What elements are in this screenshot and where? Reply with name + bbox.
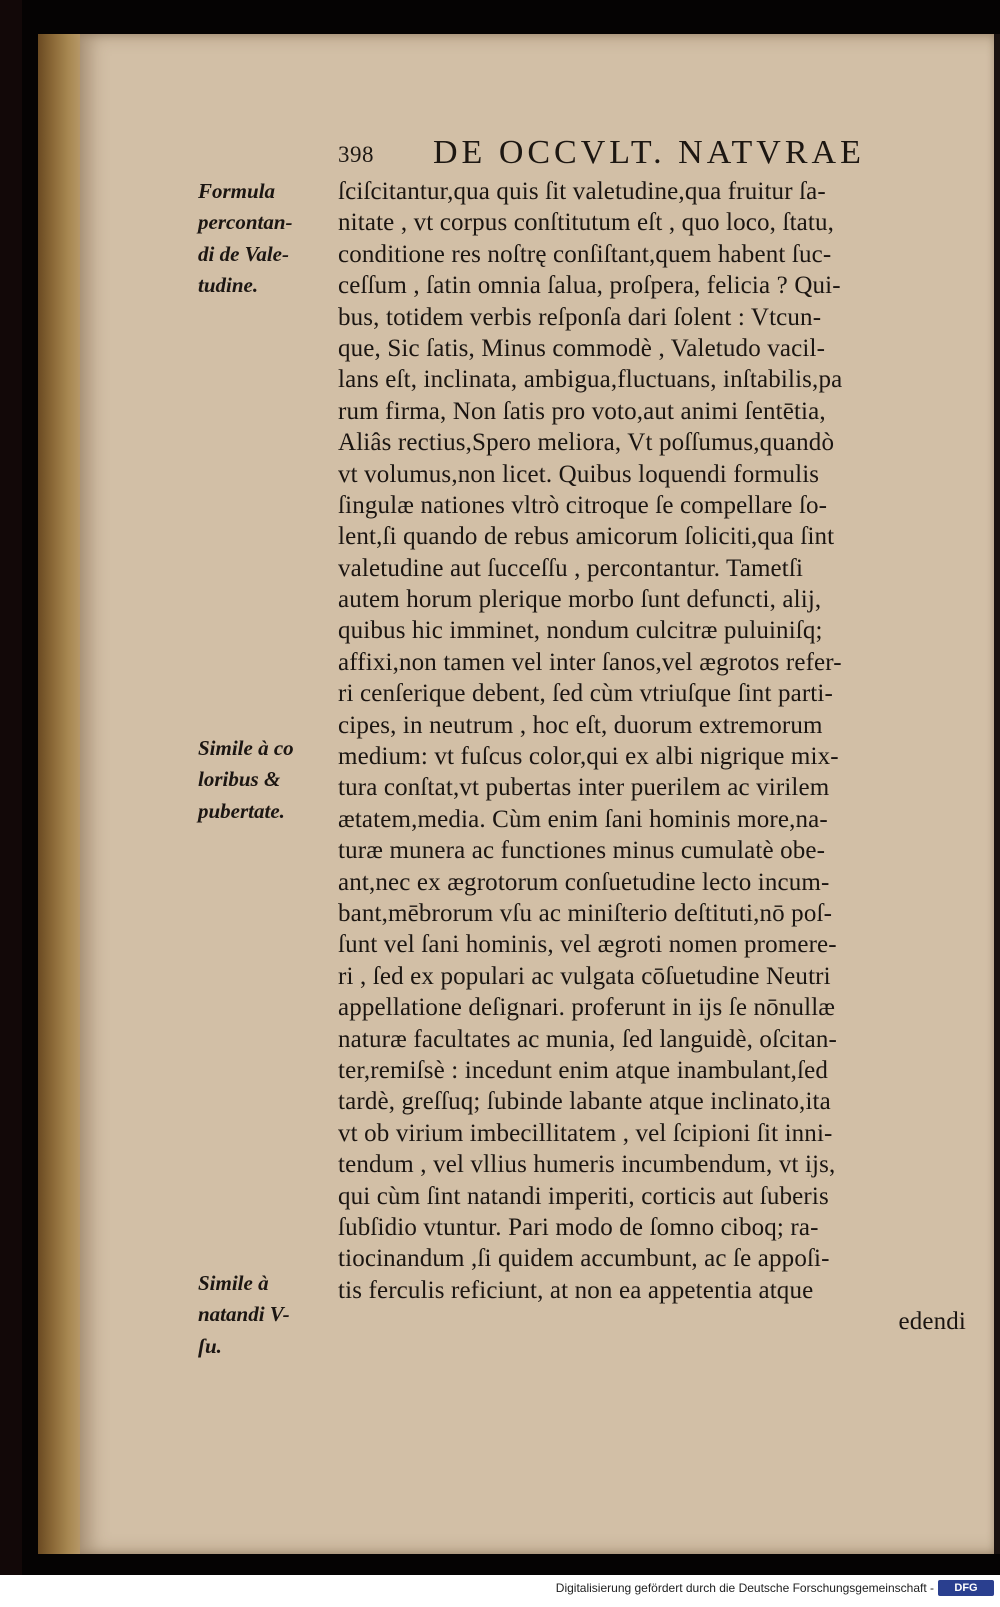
- text-line: tis ferculis reficiunt, at non ea appetentia atque: [338, 1276, 814, 1304]
- text-line: medium: vt fuſcus color,qui ex albi nigrique mix-: [338, 743, 839, 771]
- text-line: tiocinandum ,ſi quidem accumbunt, ac ſe appoſi-: [338, 1245, 830, 1273]
- text-line: turæ munera ac functiones minus cumulatè obe-: [338, 837, 826, 865]
- text-line: naturæ facultates ac munia, ſed languidè, oſcitan-: [338, 1025, 837, 1053]
- text-line: ſciſcitantur,qua quis ſit valetudine,qua fruitur ſa-: [338, 178, 826, 205]
- text-line: bant,mēbrorum vſu ac miniſterio deſtituti,nō poſ-: [338, 899, 833, 927]
- text-line: bus, totidem verbis reſponſa dari ſolent : Vtcun-: [338, 303, 822, 331]
- text-line: tardè, greſſuq; ſubinde labante atque inclinato,ita: [338, 1088, 831, 1116]
- margin-note-line: Simile à: [198, 1271, 269, 1295]
- running-title: DE OCCVLT. NATVRAE: [433, 134, 865, 171]
- text-line: lans eſt, inclinata, ambigua,fluctuans, inſtabilis,pa: [338, 366, 843, 394]
- text-line: lent,ſi quando de rebus amicorum ſoliciti,qua ſint: [338, 523, 835, 551]
- book-spine: [38, 34, 82, 1554]
- text-line: ceſſum , ſatin omnia ſalua, proſpera, felicia ? Qui-: [338, 272, 841, 300]
- text-line: Aliâs rectius,Spero meliora, Vt poſſumus,quandò: [338, 429, 835, 457]
- text-line: cipes, in neutrum , hoc eſt, duorum extremorum: [338, 711, 823, 739]
- margin-note-line: di de Vale-: [198, 241, 289, 266]
- body-text: [338, 176, 966, 1337]
- text-line: ant,nec ex ægrotorum conſuetudine lecto incum-: [338, 868, 830, 896]
- margin-note-swimming: [198, 1268, 338, 1362]
- text-line: tendum , vel vllius humeris incumbendum, vt ijs,: [338, 1151, 836, 1179]
- page-edge: [994, 34, 1000, 1554]
- text-line: conditione res noſtrę conſiſtant,quem habent ſuc-: [338, 240, 832, 268]
- margin-note-line: tudine.: [198, 273, 259, 298]
- scan-background: [0, 0, 22, 1575]
- text-line: vt volumus,non licet. Quibus loquendi formulis: [338, 460, 820, 488]
- text-line: ri , ſed ex populari ac vulgata cōſuetudine Neutri: [338, 962, 831, 990]
- text-line: autem horum plerique morbo ſunt defuncti, alij,: [338, 586, 822, 614]
- margin-note-formula: [198, 176, 338, 302]
- text-line: vt ob virium imbecillitatem , vel ſcipioni ſit inni-: [338, 1119, 833, 1147]
- margin-note-line: pubertate.: [198, 798, 285, 823]
- text-line: ſunt vel ſani hominis, vel ægroti nomen promere-: [338, 931, 837, 959]
- margin-note-line: natandi V-: [198, 1302, 290, 1327]
- page-header: [338, 134, 898, 174]
- margin-note-colors: [198, 733, 338, 827]
- text-line: ſingulæ nationes vltrò citroque ſe compellare ſo-: [338, 491, 828, 519]
- text-line: nitate , vt corpus conſtitutum eſt , quo loco, ſtatu,: [338, 209, 835, 237]
- margin-note-line: Simile à co: [198, 736, 294, 760]
- margin-note-line: Formula: [198, 179, 276, 203]
- text-line: ſubſidio vtuntur. Pari modo de ſomno ciboq; ra-: [338, 1213, 819, 1241]
- text-line: ætatem,media. Cùm enim ſani hominis more,na-: [338, 805, 828, 833]
- text-line: tura conſtat,vt pubertas inter puerilem ac virilem: [338, 774, 830, 802]
- footer-bar: [0, 1575, 1000, 1607]
- text-line: affixi,non tamen vel inter ſanos,vel ægrotos refer-: [338, 648, 842, 676]
- page-number: 398: [338, 142, 374, 167]
- text-line: que, Sic ſatis, Minus commodè , Valetudo vacil-: [338, 334, 826, 362]
- margin-note-line: percontan-: [198, 210, 293, 235]
- text-line: ri cenſerique debent, ſed cùm vtriuſque ſint parti-: [338, 680, 833, 708]
- margin-note-line: ſu.: [198, 1333, 222, 1358]
- text-line: edendi: [898, 1308, 966, 1336]
- text-line: ter,remiſsè : incedunt enim atque inambulant,ſed: [338, 1056, 829, 1084]
- dfg-logo: DFG: [938, 1580, 994, 1596]
- footer-credit: Digitalisierung gefördert durch die Deutsche Forschungsgemeinschaft -: [555, 1581, 934, 1595]
- margin-note-line: loribus &: [198, 767, 281, 792]
- text-line: rum firma, Non ſatis pro voto,aut animi ſentētia,: [338, 397, 826, 425]
- text-line: appellatione deſignari. proferunt in ijs ſe nōnullæ: [338, 994, 836, 1022]
- text-line: qui cùm ſint natandi imperiti, corticis aut ſuberis: [338, 1182, 829, 1210]
- text-line: quibus hic imminet, nondum culcitræ puluiniſq;: [338, 617, 823, 645]
- text-line: valetudine aut ſucceſſu , percontantur. Tametſi: [338, 554, 804, 582]
